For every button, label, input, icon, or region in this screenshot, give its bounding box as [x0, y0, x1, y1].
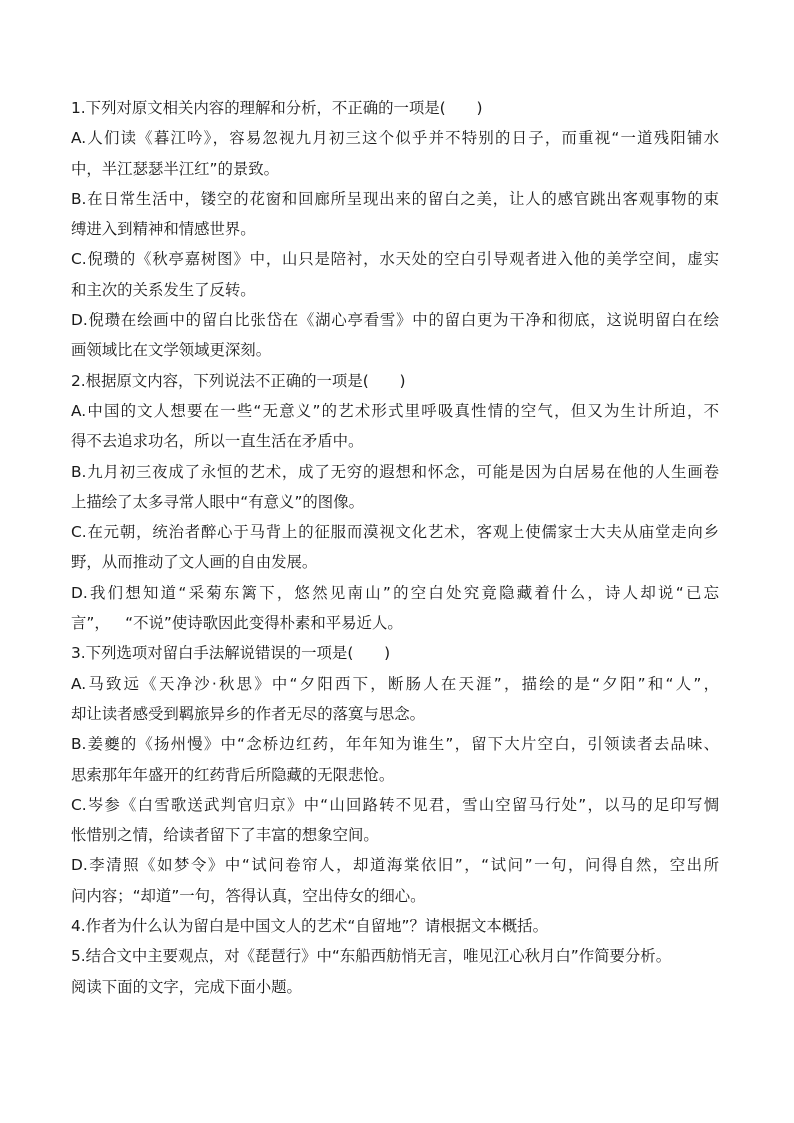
- reading-instruction: 阅读下面的文字，完成下面小题。: [71, 977, 302, 996]
- question-1-option-c-cont: 和主次的关系发生了反转。: [71, 280, 256, 299]
- question-1-option-b-cont: 缚进入到精神和情感世界。: [71, 220, 256, 239]
- question-3-option-a: A.马致远《天净沙·秋思》中“夕阳西下，断肠人在天涯”，描绘的是“夕阳”和“人”，: [71, 674, 719, 693]
- question-2-option-c-cont: 野，从而推动了文人画的自由发展。: [71, 553, 318, 572]
- question-2-option-c: C.在元朝，统治者醉心于马背上的征服而漠视文化艺术，客观上使儒家士大夫从庙堂走向乡: [71, 523, 719, 542]
- question-1-option-c: C.倪瓒的《秋亭嘉树图》中，山只是陪衬，水天处的空白引导观者进入他的美学空间，虚实: [71, 250, 719, 269]
- document-body: [71, 93, 719, 1002]
- question-3-stem: 3.下列选项对留白手法解说错误的一项是( ): [71, 644, 391, 663]
- question-1-option-b: B.在日常生活中，镂空的花窗和回廊所呈现出来的留白之美，让人的感官跳出客观事物的束: [71, 189, 719, 208]
- question-2-option-a-cont: 得不去追求功名，所以一直生活在矛盾中。: [71, 432, 364, 451]
- question-4: 4.作者为什么认为留白是中国文人的艺术“自留地”？请根据文本概括。: [71, 917, 548, 936]
- question-2-option-d: D.我们想知道“采菊东篱下，悠然见南山”的空白处究竟隐藏着什么，诗人却说“已忘: [71, 583, 719, 602]
- question-1-stem: 1.下列对原文相关内容的理解和分析，不正确的一项是( ): [71, 99, 483, 117]
- question-3-option-d-cont: 问内容；“却道”一句，答得认真，空出侍女的细心。: [71, 886, 426, 905]
- question-1-option-d: D.倪瓒在绘画中的留白比张岱在《湖心亭看雪》中的留白更为干净和彻底，这说明留白在绘: [71, 311, 719, 330]
- question-2-option-a: A.中国的文人想要在一些“无意义”的艺术形式里呼吸真性情的空气，但又为生计所迫，不: [71, 401, 719, 420]
- question-3-option-b: B.姜夔的《扬州慢》中“念桥边红药，年年知为谁生”，留下大片空白，引领读者去品味、: [71, 735, 719, 754]
- question-1-option-a-cont: 中，半江瑟瑟半江红”的景致。: [71, 159, 280, 178]
- question-3-option-d: D.李清照《如梦令》中“试问卷帘人，却道海棠依旧”，“试问”一句，问得自然，空出所: [71, 856, 719, 875]
- question-5: 5.结合文中主要观点，对《琵琶行》中“东船西舫悄无言，唯见江心秋月白”作简要分析。: [71, 947, 672, 966]
- question-2-option-d-cont: 言”， “不说”使诗歌因此变得朴素和平易近人。: [71, 614, 403, 633]
- question-3-option-c: C.岑参《白雪歌送武判官归京》中“山回路转不见君，雪山空留马行处”，以马的足印写惆: [71, 795, 719, 814]
- question-2-stem: 2.根据原文内容，下列说法不正确的一项是( ): [71, 371, 406, 390]
- question-2-option-b: B.九月初三夜成了永恒的艺术，成了无穷的遐想和怀念，可能是因为白居易在他的人生画卷: [71, 462, 719, 481]
- question-2-option-b-cont: 上描绘了太多寻常人眼中“有意义”的图像。: [71, 492, 364, 511]
- question-3-option-a-cont: 却让读者感受到羁旅异乡的作者无尽的落寞与思念。: [71, 704, 425, 723]
- question-1-option-a: A.人们读《暮江吟》，容易忽视九月初三这个似乎并不特别的日子，而重视“一道残阳铺水: [71, 129, 719, 148]
- question-1-option-d-cont: 画领域比在文学领域更深刻。: [71, 341, 272, 360]
- question-3-option-b-cont: 思索那年年盛开的红药背后所隐藏的无限悲怆。: [71, 765, 395, 784]
- question-3-option-c-cont: 怅惜别之情，给读者留下了丰富的想象空间。: [71, 826, 379, 845]
